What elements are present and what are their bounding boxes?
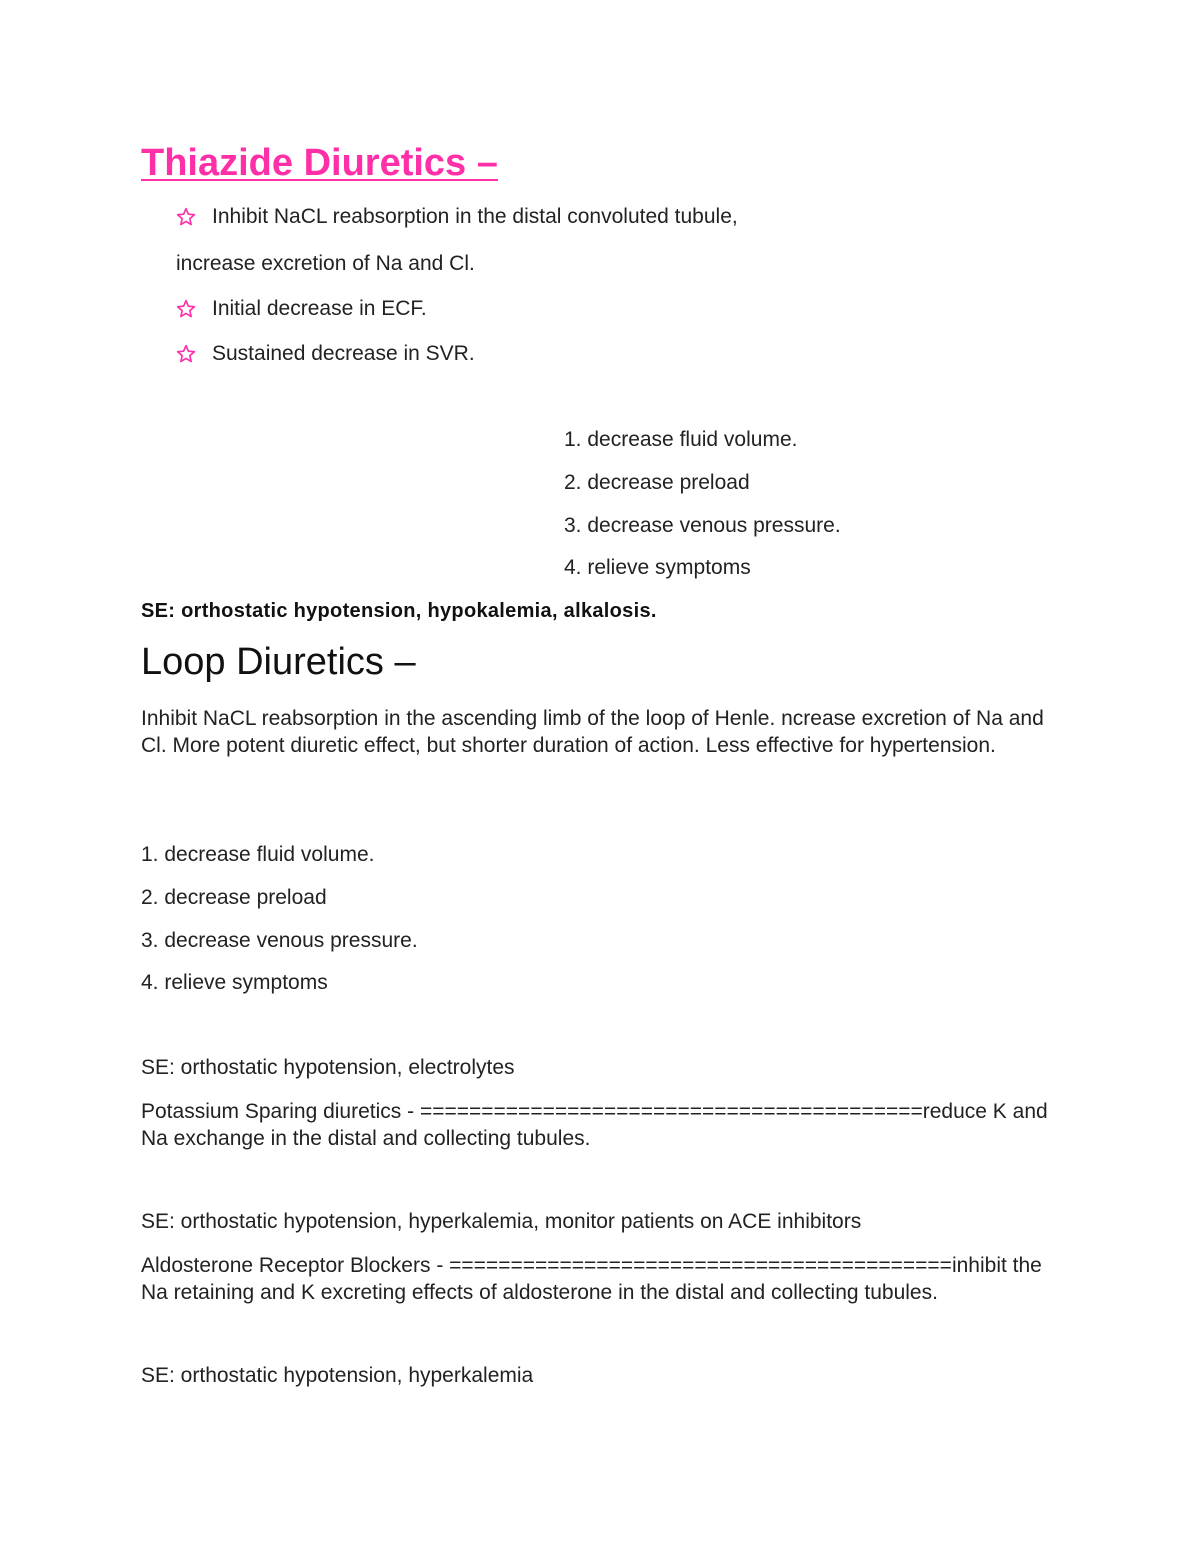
potassium-sparing-description: Potassium Sparing diuretics - =========================================reduce K and Na exchange in the distal and collecting tubules. <box>141 1100 1048 1150</box>
loop-effect-item: 3. decrease venous pressure. <box>141 929 418 952</box>
potassium-sparing-side-effects: SE: orthostatic hypotension, hyperkalemia, monitor patients on ACE inhibitors <box>141 1210 862 1233</box>
loop-title: Loop Diuretics – <box>141 641 416 683</box>
thiazide-effect-item: 3. decrease venous pressure. <box>564 514 841 537</box>
star-outline-icon <box>176 344 196 364</box>
aldosterone-side-effects: SE: orthostatic hypotension, hyperkalemia <box>141 1364 534 1387</box>
loop-effect-item: 2. decrease preload <box>141 886 327 909</box>
thiazide-side-effects: SE: orthostatic hypotension, hypokalemia, alkalosis. <box>141 600 657 622</box>
thiazide-bullet <box>176 342 475 366</box>
thiazide-bullet-text: Inhibit NaCL reabsorption in the distal convoluted tubule, <box>212 205 738 228</box>
loop-effect-item: 1. decrease fluid volume. <box>141 843 375 866</box>
thiazide-effect-item: 4. relieve symptoms <box>564 556 751 579</box>
loop-effect-item: 4. relieve symptoms <box>141 971 328 994</box>
star-outline-icon <box>176 299 196 319</box>
thiazide-effect-item: 2. decrease preload <box>564 471 750 494</box>
thiazide-bullet-text: Sustained decrease in SVR. <box>212 342 475 365</box>
aldosterone-description: Aldosterone Receptor Blockers - =========================================inhibit the Na retaining and K excreting effects of aldosterone in the distal and collecting tubules. <box>141 1254 1042 1304</box>
thiazide-bullet <box>176 205 738 229</box>
thiazide-bullet-text: Initial decrease in ECF. <box>212 297 427 320</box>
thiazide-title: Thiazide Diuretics – <box>141 142 498 184</box>
loop-description: Inhibit NaCL reabsorption in the ascending limb of the loop of Henle. ncrease excretion of Na and Cl. More potent diuretic effect, but shorter duration of action. Less effective for hypertension. <box>141 707 1044 757</box>
thiazide-bullet <box>176 297 427 321</box>
thiazide-effect-item: 1. decrease fluid volume. <box>564 428 798 451</box>
thiazide-bullet-continuation: increase excretion of Na and Cl. <box>176 252 475 275</box>
loop-side-effects: SE: orthostatic hypotension, electrolytes <box>141 1056 515 1079</box>
star-outline-icon <box>176 207 196 227</box>
